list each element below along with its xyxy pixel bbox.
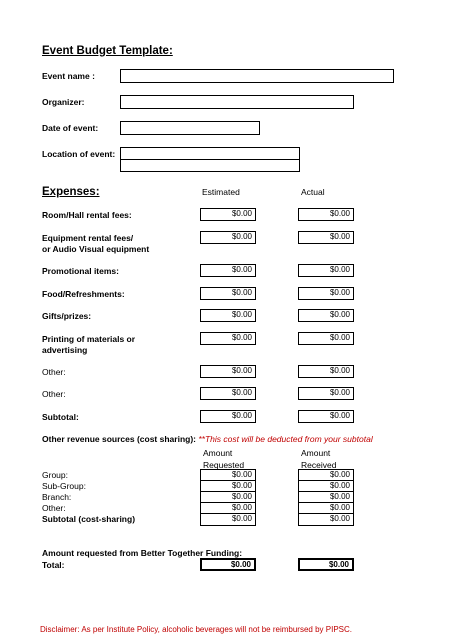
revenue-received-branch[interactable]: $0.00 xyxy=(299,492,353,503)
expense-actual-food[interactable]: $0.00 xyxy=(298,287,354,300)
received-column-header-2: Received xyxy=(301,460,337,470)
expense-label-other-1: Other: xyxy=(42,367,66,377)
requested-column-header-2: Requested xyxy=(203,460,245,470)
received-amounts-grid xyxy=(298,469,354,526)
total-label: Total: xyxy=(42,560,65,570)
disclaimer-text: Disclaimer: As per Institute Policy, alcoholic beverages will not be reimbursed by PIPSC. xyxy=(40,625,352,634)
revenue-label-other: Other: xyxy=(42,503,66,513)
revenue-label-group: Group: xyxy=(42,470,68,480)
expense-estimated-equipment[interactable]: $0.00 xyxy=(200,231,256,244)
expense-label-gifts: Gifts/prizes: xyxy=(42,311,92,321)
revenue-label-subtotal: Subtotal (cost-sharing) xyxy=(42,514,136,524)
location-label: Location of event: xyxy=(42,149,116,159)
event-name-label: Event name : xyxy=(42,71,95,81)
expenses-heading: Expenses: xyxy=(42,186,100,198)
revenue-heading: Other revenue sources (cost sharing): xyxy=(42,434,196,444)
revenue-heading-line xyxy=(42,434,373,445)
funding-heading: Amount requested from Better Together Funding: xyxy=(42,548,243,558)
expense-estimated-room[interactable]: $0.00 xyxy=(200,208,256,221)
expense-estimated-other-2[interactable]: $0.00 xyxy=(200,387,256,400)
page-title: Event Budget Template: xyxy=(42,45,173,57)
expense-actual-room[interactable]: $0.00 xyxy=(298,208,354,221)
revenue-requested-branch[interactable]: $0.00 xyxy=(201,492,255,503)
total-requested-field[interactable]: $0.00 xyxy=(200,558,256,571)
expense-label-printing: Printing of materials or xyxy=(42,334,136,344)
revenue-requested-subgroup[interactable]: $0.00 xyxy=(201,481,255,492)
expense-actual-other-1[interactable]: $0.00 xyxy=(298,365,354,378)
revenue-received-other[interactable]: $0.00 xyxy=(299,503,353,514)
expense-actual-other-2[interactable]: $0.00 xyxy=(298,387,354,400)
requested-amounts-grid xyxy=(200,469,256,526)
revenue-label-subgroup: Sub-Group: xyxy=(42,481,86,491)
expense-estimated-other-1[interactable]: $0.00 xyxy=(200,365,256,378)
date-field[interactable] xyxy=(120,121,260,135)
expense-label-equipment-line2: or Audio Visual equipment xyxy=(42,244,150,254)
organizer-field[interactable] xyxy=(120,95,354,109)
organizer-label: Organizer: xyxy=(42,97,85,107)
revenue-received-subtotal[interactable]: $0.00 xyxy=(329,514,350,523)
revenue-label-branch: Branch: xyxy=(42,492,72,502)
revenue-note: **This cost will be deducted from your subtotal xyxy=(198,434,373,444)
expense-estimated-gifts[interactable]: $0.00 xyxy=(200,309,256,322)
actual-column-header: Actual xyxy=(301,187,325,197)
expense-label-promotional: Promotional items: xyxy=(42,266,119,276)
revenue-received-subgroup[interactable]: $0.00 xyxy=(299,481,353,492)
total-received-field[interactable]: $0.00 xyxy=(298,558,354,571)
expense-label-other-2: Other: xyxy=(42,389,66,399)
estimated-column-header: Estimated xyxy=(202,187,240,197)
expense-label-equipment: Equipment rental fees/ xyxy=(42,233,134,243)
requested-column-header-1: Amount xyxy=(203,448,233,458)
expense-actual-printing[interactable]: $0.00 xyxy=(298,332,354,345)
revenue-requested-other[interactable]: $0.00 xyxy=(201,503,255,514)
expense-label-subtotal: Subtotal: xyxy=(42,412,79,422)
expense-estimated-food[interactable]: $0.00 xyxy=(200,287,256,300)
expense-actual-promotional[interactable]: $0.00 xyxy=(298,264,354,277)
expense-label-printing-line2: advertising xyxy=(42,345,88,355)
expense-label-food: Food/Refreshments: xyxy=(42,289,125,299)
expense-estimated-printing[interactable]: $0.00 xyxy=(200,332,256,345)
expense-actual-gifts[interactable]: $0.00 xyxy=(298,309,354,322)
expense-label-room: Room/Hall rental fees: xyxy=(42,210,132,220)
revenue-requested-group[interactable]: $0.00 xyxy=(201,470,255,481)
location-field-line-2[interactable] xyxy=(120,159,300,172)
expense-actual-equipment[interactable]: $0.00 xyxy=(298,231,354,244)
expense-actual-subtotal[interactable]: $0.00 xyxy=(298,410,354,423)
revenue-received-group[interactable]: $0.00 xyxy=(299,470,353,481)
event-name-field[interactable] xyxy=(120,69,394,83)
expense-estimated-promotional[interactable]: $0.00 xyxy=(200,264,256,277)
received-column-header-1: Amount xyxy=(301,448,331,458)
expense-estimated-subtotal[interactable]: $0.00 xyxy=(200,410,256,423)
revenue-requested-subtotal[interactable]: $0.00 xyxy=(231,514,252,523)
date-label: Date of event: xyxy=(42,123,99,133)
